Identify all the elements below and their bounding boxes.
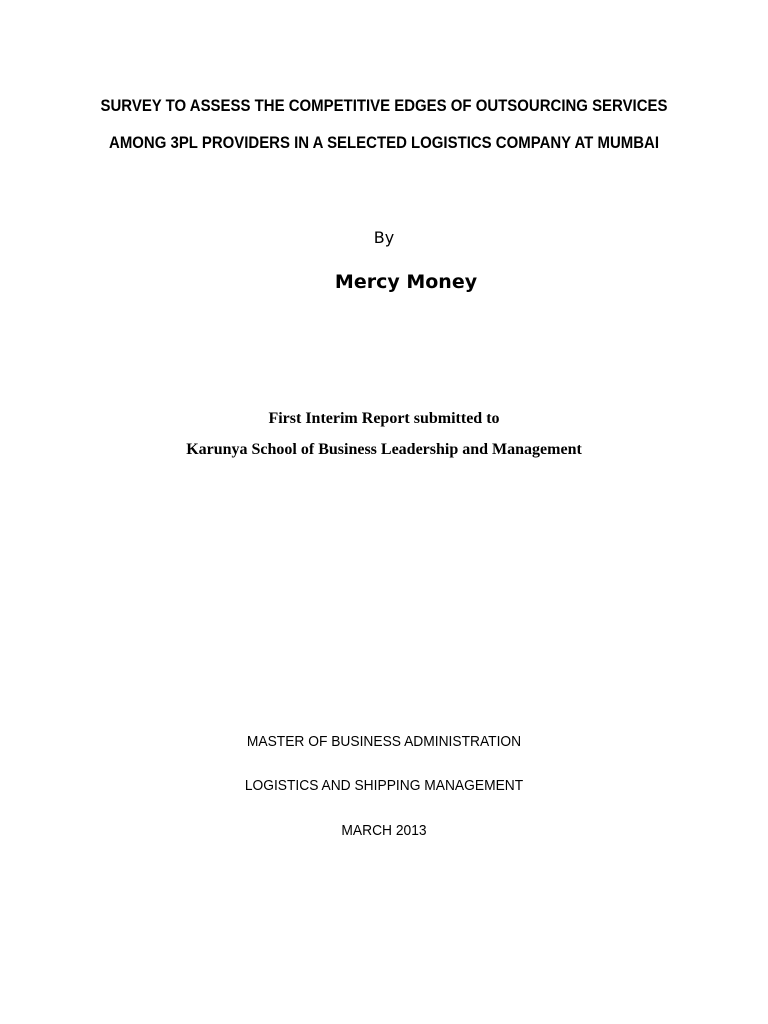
author-name: Mercy Money	[334, 271, 478, 293]
submission-line-1: First Interim Report submitted to	[268, 410, 500, 427]
by-label: By	[373, 228, 395, 247]
degree-name: MASTER OF BUSINESS ADMINISTRATION	[246, 733, 522, 750]
title-line-2: AMONG 3PL PROVIDERS IN A SELECTED LOGISTICS COMPANY AT MUMBAI	[109, 133, 659, 152]
program-name: LOGISTICS AND SHIPPING MANAGEMENT	[244, 777, 524, 794]
submission-line-2: Karunya School of Business Leadership and Management	[186, 441, 582, 458]
title-line-1: SURVEY TO ASSESS THE COMPETITIVE EDGES OF OUTSOURCING SERVICES	[100, 96, 668, 115]
submission-date: MARCH 2013	[341, 822, 427, 839]
